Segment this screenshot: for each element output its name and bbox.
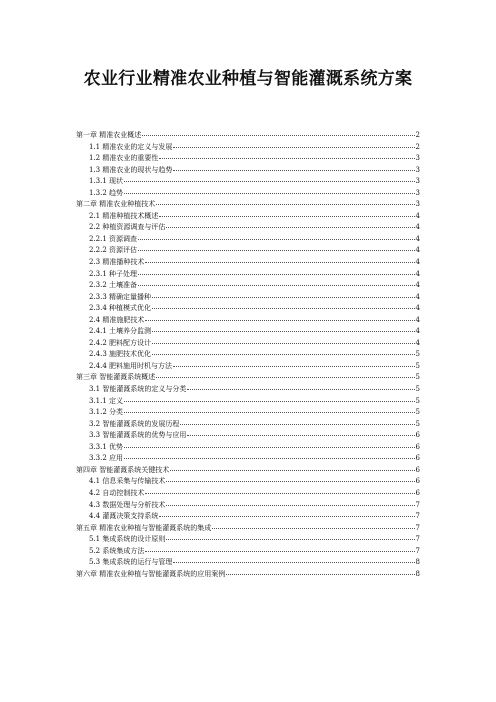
toc-dot-leader: [187, 389, 414, 390]
toc-dot-leader: [145, 493, 414, 494]
toc-entry-label: 2.4.4 肥料施用时机与方法: [89, 361, 173, 370]
toc-dot-leader: [152, 308, 414, 309]
toc-entry-label: 2.2.2 资源评估: [89, 246, 138, 255]
toc-page-number: 5: [415, 385, 420, 394]
toc-entry-label: 3.1.1 定义: [89, 396, 124, 405]
toc-entry-label: 2.4 精准施肥技术: [89, 315, 145, 324]
toc-entry-label: 4.3 数据处理与分析技术: [89, 500, 166, 509]
toc-page-number: 2: [415, 131, 420, 139]
toc-dot-leader: [166, 481, 414, 482]
toc-page-number: 4: [415, 304, 420, 313]
toc-entry-label: 1.3 精准农业的现状与趋势: [89, 165, 173, 174]
toc-dot-leader: [124, 193, 414, 194]
toc-entry-label: 3.1 智能灌溉系统的定义与分类: [89, 385, 187, 394]
toc-page-number: 7: [415, 512, 420, 521]
toc-dot-leader: [138, 239, 414, 240]
toc-dot-leader: [226, 574, 414, 575]
toc-dot-leader: [124, 401, 414, 402]
toc-page-number: 3: [415, 188, 420, 197]
toc-page-number: 4: [415, 246, 420, 255]
table-of-contents: [76, 130, 420, 580]
toc-section-entry[interactable]: [76, 534, 420, 546]
toc-dot-leader: [159, 216, 414, 217]
toc-entry-label: 2.4.2 肥料配方设计: [89, 338, 152, 347]
toc-section-entry[interactable]: [76, 338, 420, 350]
toc-section-entry[interactable]: [76, 442, 420, 454]
toc-section-entry[interactable]: [76, 349, 420, 361]
toc-entry-label: 2.3.1 种子处理: [89, 269, 138, 278]
toc-section-entry[interactable]: [76, 222, 420, 234]
toc-page-number: 4: [415, 338, 420, 347]
toc-entry-label: 5.1 集成系统的设计原则: [89, 535, 166, 544]
toc-section-entry[interactable]: [76, 292, 420, 304]
toc-entry-label: 2.4.1 土壤养分监测: [89, 327, 152, 336]
toc-section-entry[interactable]: [76, 557, 420, 569]
toc-dot-leader: [173, 562, 414, 563]
toc-dot-leader: [152, 343, 414, 344]
toc-entry-label: 4.1 信息采集与传输技术: [89, 477, 166, 486]
toc-section-entry[interactable]: [76, 142, 420, 154]
toc-entry-label: 3.2 智能灌溉系统的发展历程: [89, 419, 180, 428]
toc-section-entry[interactable]: [76, 245, 420, 257]
toc-dot-leader: [212, 528, 414, 529]
toc-section-entry[interactable]: [76, 303, 420, 315]
toc-dot-leader: [170, 470, 414, 471]
toc-dot-leader: [124, 458, 414, 459]
toc-entry-label: 1.3.2 趋势: [89, 188, 124, 197]
toc-page-number: 6: [415, 488, 420, 497]
toc-page-number: 4: [415, 269, 420, 278]
toc-chapter-entry[interactable]: [76, 199, 420, 211]
toc-page-number: 4: [415, 292, 420, 301]
toc-page-number: 7: [415, 500, 420, 509]
toc-page-number: 5: [415, 408, 420, 417]
toc-entry-label: 4.2 自动控制技术: [89, 488, 145, 497]
toc-entry-label: 第四章 智能灌溉系统关键技术: [76, 465, 170, 474]
toc-section-entry[interactable]: [76, 430, 420, 442]
toc-dot-leader: [166, 505, 414, 506]
toc-page-number: 3: [415, 165, 420, 174]
toc-dot-leader: [138, 274, 414, 275]
toc-section-entry[interactable]: [76, 326, 420, 338]
toc-entry-label: 1.1 精准农业的定义与发展: [89, 142, 173, 151]
toc-page-number: 7: [415, 546, 420, 555]
toc-entry-label: 第五章 精准农业种植与智能灌溉系统的集成: [76, 523, 212, 532]
toc-entry-label: 1.3.1 现状: [89, 177, 124, 186]
toc-dot-leader: [138, 250, 414, 251]
toc-dot-leader: [145, 262, 414, 263]
toc-entry-label: 4.4 灌溉决策支持系统: [89, 512, 159, 521]
toc-page-number: 8: [415, 558, 420, 567]
toc-dot-leader: [152, 297, 414, 298]
toc-dot-leader: [152, 354, 414, 355]
toc-section-entry[interactable]: [76, 476, 420, 488]
toc-page-number: 5: [415, 396, 420, 405]
toc-dot-leader: [138, 285, 414, 286]
toc-page-number: 4: [415, 223, 420, 232]
toc-dot-leader: [152, 331, 414, 332]
toc-page-number: 4: [415, 234, 420, 243]
toc-section-entry[interactable]: [76, 257, 420, 269]
toc-dot-leader: [166, 539, 414, 540]
toc-page-number: 4: [415, 315, 420, 324]
toc-page-number: 8: [415, 569, 420, 578]
toc-chapter-entry[interactable]: [76, 569, 420, 581]
toc-entry-label: 2.3.3 精确定量播种: [89, 292, 152, 301]
toc-dot-leader: [180, 424, 414, 425]
toc-section-entry[interactable]: [76, 234, 420, 246]
toc-dot-leader: [159, 516, 414, 517]
toc-entry-label: 2.4.3 施肥技术优化: [89, 350, 152, 359]
toc-section-entry[interactable]: [76, 165, 420, 177]
toc-entry-label: 2.3.2 土壤准备: [89, 281, 138, 290]
toc-entry-label: 2.3.4 种植模式优化: [89, 304, 152, 313]
toc-dot-leader: [159, 158, 414, 159]
toc-entry-label: 3.3 智能灌溉系统的优势与应用: [89, 431, 187, 440]
toc-page-number: 5: [415, 419, 420, 428]
toc-section-entry[interactable]: [76, 396, 420, 408]
toc-page-number: 7: [415, 523, 420, 532]
toc-page-number: 3: [415, 177, 420, 186]
toc-page-number: 4: [415, 327, 420, 336]
toc-chapter-entry[interactable]: [76, 130, 420, 142]
toc-entry-label: 3.3.1 优势: [89, 442, 124, 451]
toc-entry-label: 3.1.2 分类: [89, 408, 124, 417]
toc-page-number: 2: [415, 142, 420, 151]
toc-dot-leader: [173, 366, 414, 367]
toc-page-number: 6: [415, 454, 420, 463]
toc-entry-label: 第一章 精准农业概述: [76, 131, 142, 139]
toc-section-entry[interactable]: [76, 269, 420, 281]
toc-entry-label: 5.3 集成系统的运行与管理: [89, 558, 173, 567]
toc-section-entry[interactable]: [76, 280, 420, 292]
toc-chapter-entry[interactable]: [76, 523, 420, 535]
toc-dot-leader: [124, 412, 414, 413]
toc-section-entry[interactable]: [76, 315, 420, 327]
toc-section-entry[interactable]: [76, 361, 420, 373]
document-title: 农业行业精准农业种植与智能灌溉系统方案: [83, 69, 413, 89]
toc-page-number: 4: [415, 211, 420, 220]
toc-section-entry[interactable]: [76, 153, 420, 165]
toc-section-entry[interactable]: [76, 384, 420, 396]
toc-section-entry[interactable]: [76, 488, 420, 500]
toc-dot-leader: [145, 320, 414, 321]
toc-section-entry[interactable]: [76, 407, 420, 419]
toc-entry-label: 第三章 智能灌溉系统概述: [76, 373, 156, 382]
toc-section-entry[interactable]: [76, 211, 420, 223]
toc-dot-leader: [173, 147, 414, 148]
toc-dot-leader: [145, 551, 414, 552]
toc-page-number: 3: [415, 154, 420, 163]
toc-section-entry[interactable]: [76, 176, 420, 188]
toc-page-number: 6: [415, 477, 420, 486]
toc-entry-label: 2.3 精准播种技术: [89, 258, 145, 267]
toc-chapter-entry[interactable]: [76, 465, 420, 477]
toc-dot-leader: [187, 435, 414, 436]
toc-section-entry[interactable]: [76, 188, 420, 200]
toc-page-number: 6: [415, 442, 420, 451]
toc-entry-label: 3.3.2 应用: [89, 454, 124, 463]
toc-page-number: 5: [415, 373, 420, 382]
toc-page-number: 4: [415, 281, 420, 290]
toc-dot-leader: [124, 447, 414, 448]
toc-page-number: 3: [415, 200, 420, 209]
toc-section-entry[interactable]: [76, 453, 420, 465]
toc-page-number: 4: [415, 258, 420, 267]
toc-section-entry[interactable]: [76, 546, 420, 558]
toc-entry-label: 5.2 系统集成方法: [89, 546, 145, 555]
toc-page-number: 5: [415, 350, 420, 359]
toc-section-entry[interactable]: [76, 500, 420, 512]
toc-section-entry[interactable]: [76, 419, 420, 431]
toc-page-number: 7: [415, 535, 420, 544]
toc-dot-leader: [156, 377, 414, 378]
toc-entry-label: 1.2 精准农业的重要性: [89, 154, 159, 163]
toc-page-number: 5: [415, 361, 420, 370]
toc-page-number: 6: [415, 431, 420, 440]
toc-page-number: 6: [415, 465, 420, 474]
toc-dot-leader: [166, 227, 414, 228]
toc-chapter-entry[interactable]: [76, 372, 420, 384]
toc-entry-label: 2.2 种植资源调查与评估: [89, 223, 166, 232]
toc-entry-label: 第二章 精准农业种植技术: [76, 200, 156, 209]
toc-entry-label: 第六章 精准农业种植与智能灌溉系统的应用案例: [76, 569, 226, 578]
toc-section-entry[interactable]: [76, 511, 420, 523]
toc-dot-leader: [124, 181, 414, 182]
toc-entry-label: 2.2.1 资源调查: [89, 234, 138, 243]
toc-entry-label: 2.1 精准种植技术概述: [89, 211, 159, 220]
toc-dot-leader: [173, 170, 414, 171]
toc-dot-leader: [142, 135, 414, 136]
toc-dot-leader: [156, 204, 414, 205]
